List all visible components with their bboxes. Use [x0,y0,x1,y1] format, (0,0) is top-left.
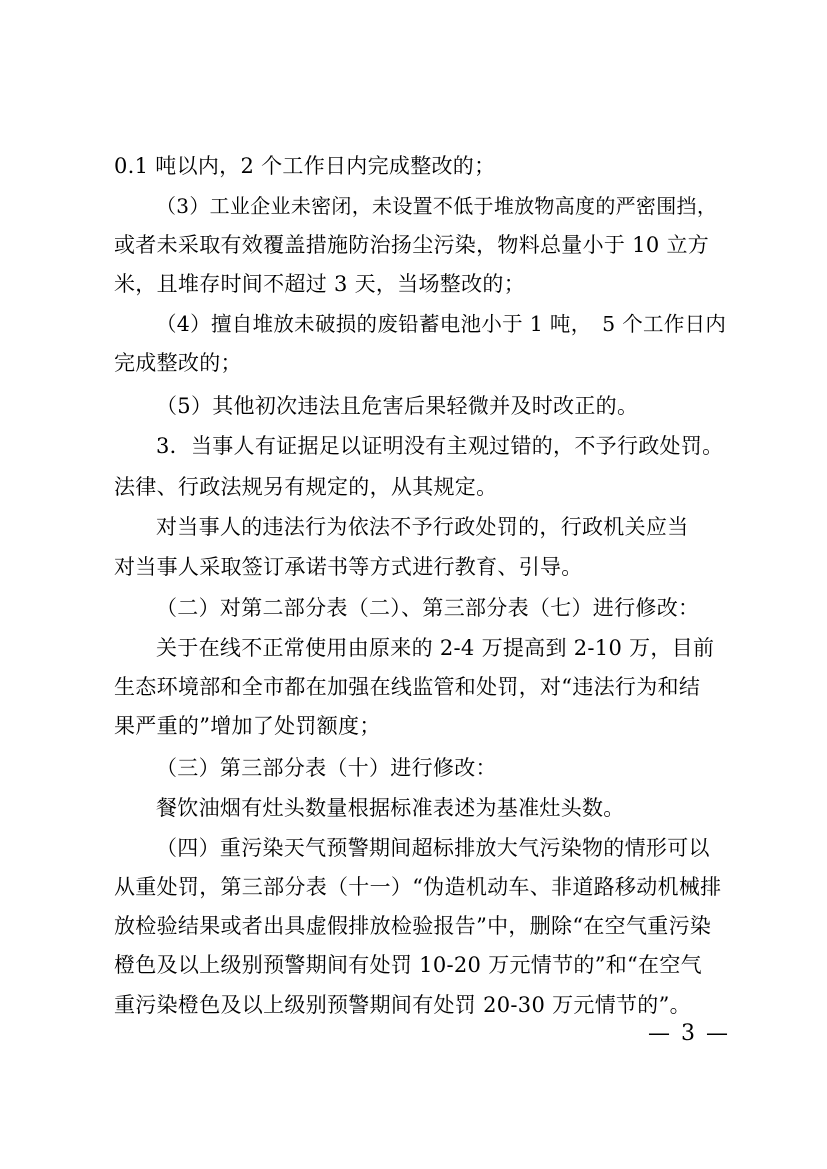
text-line-7: （5）其他初次违法且危害后果轻微并及时改正的。 [156,394,639,418]
text-line-22: 重污染橙色及以上级别预警期间有处罚 20-30 万元情节的”。 [114,993,691,1017]
text-line-12: （二）对第二部分表（二）、第三部分表（七）进行修改： [156,596,700,620]
text-line-6: 完成整改的； [114,351,242,375]
text-line-10: 对当事人的违法行为依法不予行政处罚的，行政机关应当 [156,515,689,539]
text-line-5: （4）擅自堆放未破损的废铅蓄电池小于 1 吨， 5 个工作日内 [156,312,727,336]
text-line-4: 米，且堆存时间不超过 3 天，当场整改的； [114,272,526,296]
text-line-8: 3．当事人有证据足以证明没有主观过错的，不予行政处罚。 [156,434,724,458]
page-number: — 3 — [648,1021,730,1046]
text-line-17: 餐饮油烟有灶头数量根据标准表述为基准灶头数。 [156,796,625,820]
text-line-16: （三）第三部分表（十）进行修改： [156,756,497,780]
text-line-9: 法律、行政法规另有规定的，从其规定。 [114,475,498,499]
text-line-15: 果严重的”增加了处罚额度； [114,714,381,738]
text-line-11: 对当事人采取签订承诺书等方式进行教育、引导。 [114,555,583,579]
text-line-18: （四）重污染天气预警期间超标排放大气污染物的情形可以 [156,836,710,860]
text-line-13: 关于在线不正常使用由原来的 2-4 万提高到 2-10 万，目前 [156,636,715,660]
text-line-21: 橙色及以上级别预警期间有处罚 10-20 万元情节的”和“在空气 [114,953,702,977]
text-line-2: （3）工业企业未密闭，未设置不低于堆放物高度的严密围挡， [156,194,718,218]
text-line-20: 放检验结果或者出具虚假排放检验报告”中，删除“在空气重污染 [114,914,712,938]
text-line-1: 0.1 吨以内，2 个工作日内完成整改的； [114,154,496,178]
text-line-14: 生态环境部和全市都在加强在线监管和处罚，对“违法行为和结 [114,675,701,699]
text-line-19: 从重处罚，第三部分表（十一）“伪造机动车、非道路移动机械排 [114,875,722,899]
text-line-3: 或者未采取有效覆盖措施防治扬尘污染，物料总量小于 10 立方 [114,233,710,257]
